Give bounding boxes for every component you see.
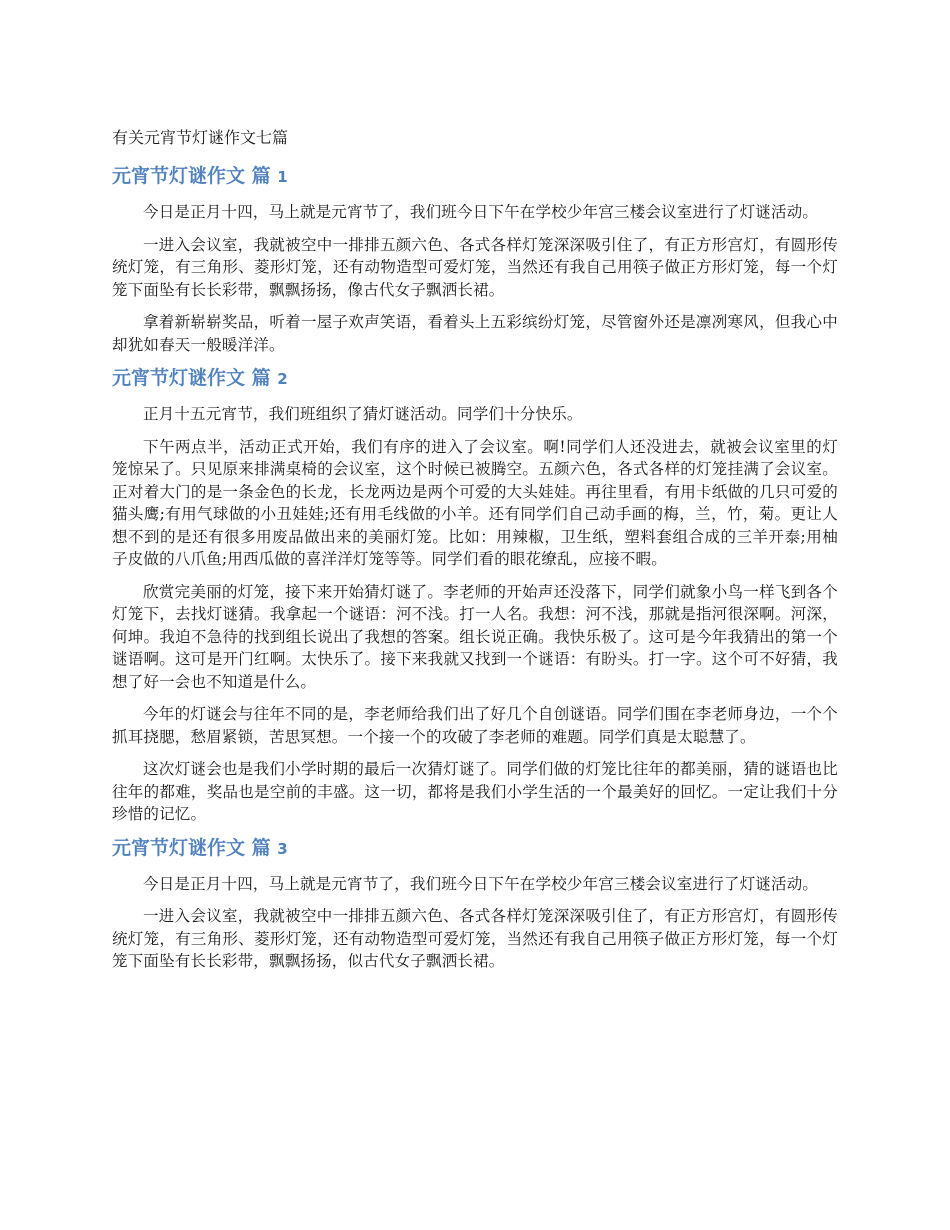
paragraph: 拿着新崭崭奖品，听着一屋子欢声笑语，看着头上五彩缤纷灯笼，尽管窗外还是凛冽寒风，但我心中却犹如春天一般暖洋洋。 <box>112 313 838 354</box>
paragraph: 欣赏完美丽的灯笼，接下来开始猜灯谜了。李老师的开始声还没落下，同学们就象小鸟一样飞到各个灯笼下，去找灯谜猜。我拿起一个谜语：河不浅。打一人名。我想：河不浅，那就是指河很深啊。河深，何坤。我迫不急待的找到组长说出了我想的答案。组长说正确。我快乐极了。这可是今年我猜出的第一个谜语啊。这可是开门红啊。太快乐了。接下来我就又找到一个谜语：有盼头。打一字。这个可不好猜，我想了好一会也不知道是什么。 <box>112 582 838 691</box>
section-number: 3 <box>277 839 288 858</box>
section-heading-text: 元宵节灯谜作文 篇 <box>112 836 271 859</box>
paragraph: 这次灯谜会也是我们小学时期的最后一次猜灯谜了。同学们做的灯笼比往年的都美丽，猜的谜语也比往年的都难，奖品也是空前的丰盛。这一切，都将是我们小学生活的一个最美好的回忆。一定让我们十分珍惜的记忆。 <box>112 760 838 823</box>
essay-section-3 <box>112 836 838 973</box>
paragraph: 一进入会议室，我就被空中一排排五颜六色、各式各样灯笼深深吸引住了，有正方形宫灯，有圆形传统灯笼，有三角形、菱形灯笼，还有动物造型可爱灯笼，当然还有我自己用筷子做正方形灯笼，每一个灯笼下面坠有长长彩带，飘飘扬扬，似古代女子飘洒长裙。 <box>112 907 838 970</box>
section-heading-text: 元宵节灯谜作文 篇 <box>112 367 271 389</box>
section-number: 1 <box>277 168 288 186</box>
paragraph: 下午两点半，活动正式开始，我们有序的进入了会议室。啊!同学们人还没进去，就被会议室里的灯笼惊呆了。只见原来排满桌椅的会议室，这个时候已被腾空。五颜六色，各式各样的灯笼挂满了会议室。正对着大门的是一条金色的长龙，长龙两边是两个可爱的大头娃娃。再往里看，有用卡纸做的几只可爱的猫头鹰;有用气球做的小丑娃娃;还有用毛线做的小羊。还有同学们自己动手画的梅，兰，竹，菊。更让人想不到的是还有很多用废品做出来的美丽灯笼。比如：用辣椒，卫生纸，塑料套组合成的三羊开泰;用柚子皮做的八爪鱼;用西瓜做的喜洋洋灯笼等等。同学们看的眼花缭乱，应接不暇。 <box>112 437 838 568</box>
section-heading <box>112 836 838 861</box>
section-number: 2 <box>277 370 288 388</box>
paragraph: 正月十五元宵节，我们班组织了猜灯谜活动。同学们十分快乐。 <box>143 405 583 423</box>
paragraph: 今日是正月十四，马上就是元宵节了，我们班今日下午在学校少年宫三楼会议室进行了灯谜活动。 <box>143 203 819 221</box>
document-title: 有关元宵节灯谜作文七篇 <box>112 128 289 147</box>
essay-section-1 <box>112 164 838 356</box>
essay-section-2 <box>112 366 838 826</box>
paragraph: 今年的灯谜会与往年不同的是，李老师给我们出了好几个自创谜语。同学们围在李老师身边，一个个抓耳挠腮，愁眉紧锁，苦思冥想。一个接一个的攻破了李老师的难题。同学们真是太聪慧了。 <box>112 705 838 746</box>
section-heading <box>112 164 838 189</box>
paragraph: 一进入会议室，我就被空中一排排五颜六色、各式各样灯笼深深吸引住了，有正方形宫灯，有圆形传统灯笼，有三角形、菱形灯笼，还有动物造型可爱灯笼，当然还有我自己用筷子做正方形灯笼，每一个灯笼下面坠有长长彩带，飘飘扬扬，像古代女子飘洒长裙。 <box>112 235 838 299</box>
paragraph: 今日是正月十四，马上就是元宵节了，我们班今日下午在学校少年宫三楼会议室进行了灯谜活动。 <box>143 874 819 893</box>
section-heading-text: 元宵节灯谜作文 篇 <box>112 165 271 187</box>
section-heading <box>112 366 838 391</box>
